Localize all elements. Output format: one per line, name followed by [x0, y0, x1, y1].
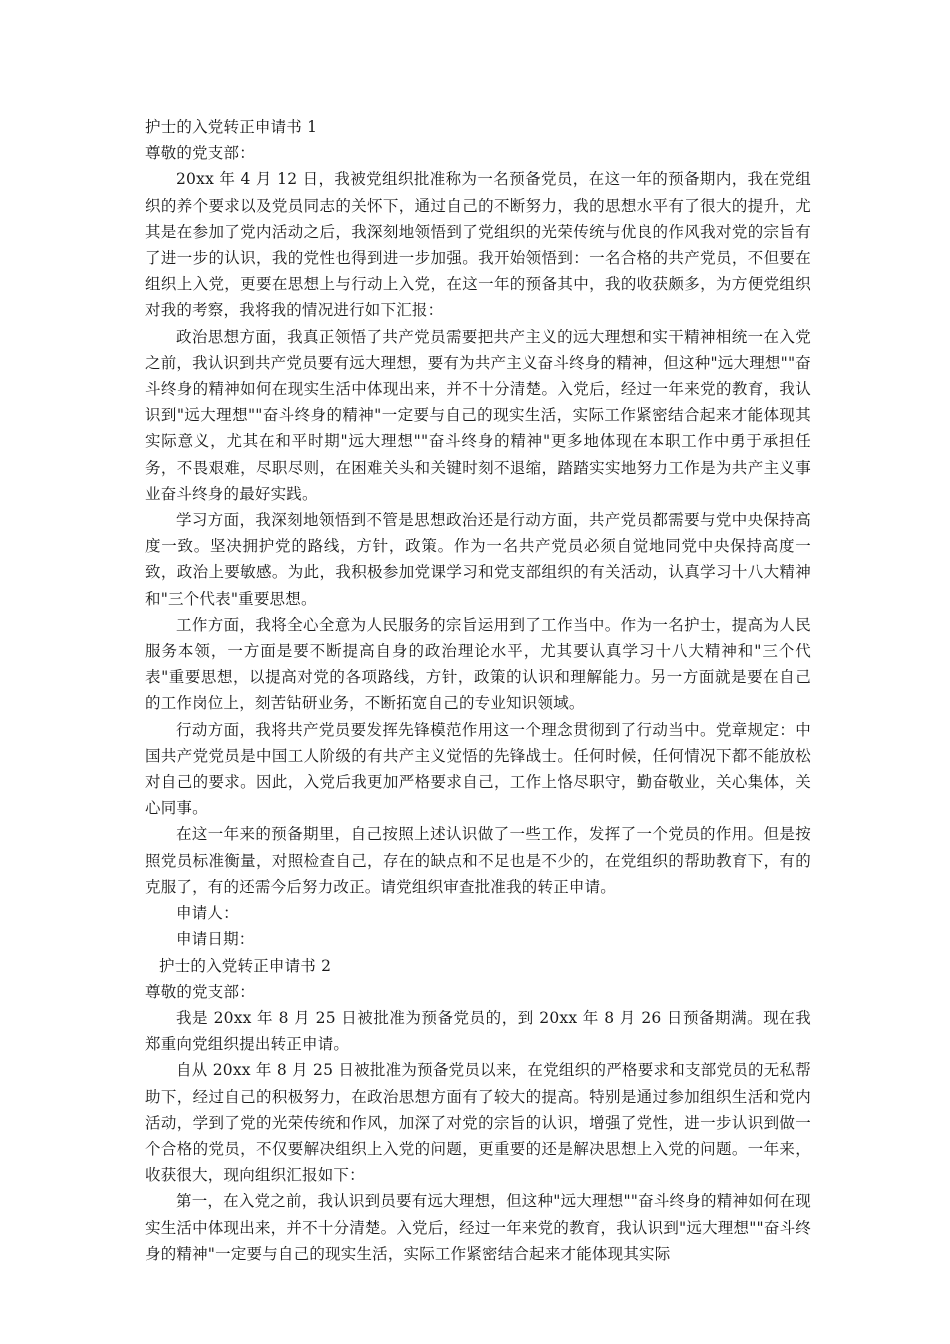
- letter1-paragraph: 工作方面，我将全心全意为人民服务的宗旨运用到了工作当中。作为一名护士，提高为人民服务本领，一方面是要不断提高自身的政治理论水平，尤其要认真学习十八大精神和"三个代表"重要思想，以提高对党的各项路线，方针，政策的认识和理解能力。另一方面就是要在自己的工作岗位上，刻苦钻研业务，不断拓宽自己的专业知识领域。: [145, 615, 811, 713]
- letter1-applicant: 申请人：: [176, 904, 239, 923]
- letter2-title: 护士的入党转正申请书 2: [159, 956, 332, 975]
- document-body: [145, 114, 811, 1267]
- letter1-paragraph: 学习方面，我深刻地领悟到不管是思想政治还是行动方面，共产党员都需要与党中央保持高度一致。坚决拥护党的路线，方针，政策。作为一名共产党员必须自觉地同党中央保持高度一致，政治上要敏感。为此，我积极参加党课学习和党支部组织的有关活动，认真学习十八大精神和"三个代表"重要思想。: [145, 511, 811, 608]
- letter1-salutation: 尊敬的党支部：: [145, 144, 255, 163]
- letter2-paragraph: 自从 20xx 年 8 月 25 日被批准为预备党员以来，在党组织的严格要求和支部党员的无私帮助下，经过自己的积极努力，在政治思想方面有了较大的提高。特别是通过参加组织生活和党内活动，学到了党的光荣传统和作风，加深了对党的宗旨的认识，增强了党性，进一步认识到做一个合格的党员，不仅要解决组织上入党的问题，更重要的还是解决思想上入党的问题。一年来，收获很大，现向组织汇报如下：: [145, 1061, 811, 1185]
- letter1-paragraph: 行动方面，我将共产党员要发挥先锋模范作用这一个理念贯彻到了行动当中。党章规定：中国共产党党员是中国工人阶级的有共产主义觉悟的先锋战士。任何时候，任何情况下都不能放松对自己的要求。因此，入党后我更加严格要求自己，工作上恪尽职守，勤奋敬业，关心集体，关心同事。: [145, 720, 811, 818]
- letter2-paragraph: 第一，在入党之前，我认识到员要有远大理想，但这种"远大理想""奋斗终身的精神如何在现实生活中体现出来，并不十分清楚。入党后，经过一年来党的教育，我认识到"远大理想""奋斗终身的精神"一定要与自己的现实生活，实际工作紧密结合起来才能体现其实际: [145, 1192, 811, 1263]
- letter1-date: 申请日期：: [176, 930, 255, 949]
- letter1-paragraph: 20xx 年 4 月 12 日，我被党组织批准称为一名预备党员，在这一年的预备期内，我在党组织的养个要求以及党员同志的关怀下，通过自己的不断努力，我的思想水平有了很大的提升，尤其是在参加了党内活动之后，我深刻地领悟到了党组织的光荣传统与优良的作风我对党的宗旨有了进一步的认识，我的党性也得到进一步加强。我开始领悟到：一名合格的共产党员，不但要在组织上入党，更要在思想上与行动上入党，在这一年的预备其中，我的收获颇多，为方便党组织对我的考察，我将我的情况进行如下汇报：: [145, 170, 811, 320]
- letter2-salutation: 尊敬的党支部：: [145, 982, 255, 1001]
- letter1-paragraph: 在这一年来的预备期里，自己按照上述认识做了一些工作，发挥了一个党员的作用。但是按照党员标准衡量，对照检查自己，存在的缺点和不足也是不少的，在党组织的帮助教育下，有的克服了，有的还需今后努力改正。请党组织审查批准我的转正申请。: [145, 825, 811, 896]
- letter1-paragraph: 政治思想方面，我真正领悟了共产党员需要把共产主义的远大理想和实干精神相统一在入党之前，我认识到共产党员要有远大理想，要有为共产主义奋斗终身的精神，但这种"远大理想""奋斗终身的精神如何在现实生活中体现出来，并不十分清楚。入党后，经过一年来党的教育，我认识到"远大理想""奋斗终身的精神"一定要与自己的现实生活，实际工作紧密结合起来才能体现其实际意义，尤其在和平时期"远大理想""奋斗终身的精神"更多地体现在本职工作中勇于承担任务，不畏艰难，尽职尽则，在困难关头和关键时刻不退缩，踏踏实实地努力工作是为共产主义事业奋斗终身的最好实践。: [145, 327, 811, 503]
- letter1-title: 护士的入党转正申请书 1: [145, 118, 318, 136]
- letter2-paragraph: 我是 20xx 年 8 月 25 日被批准为预备党员的，到 20xx 年 8 月 26 日预备期满。现在我郑重向党组织提出转正申请。: [145, 1008, 811, 1054]
